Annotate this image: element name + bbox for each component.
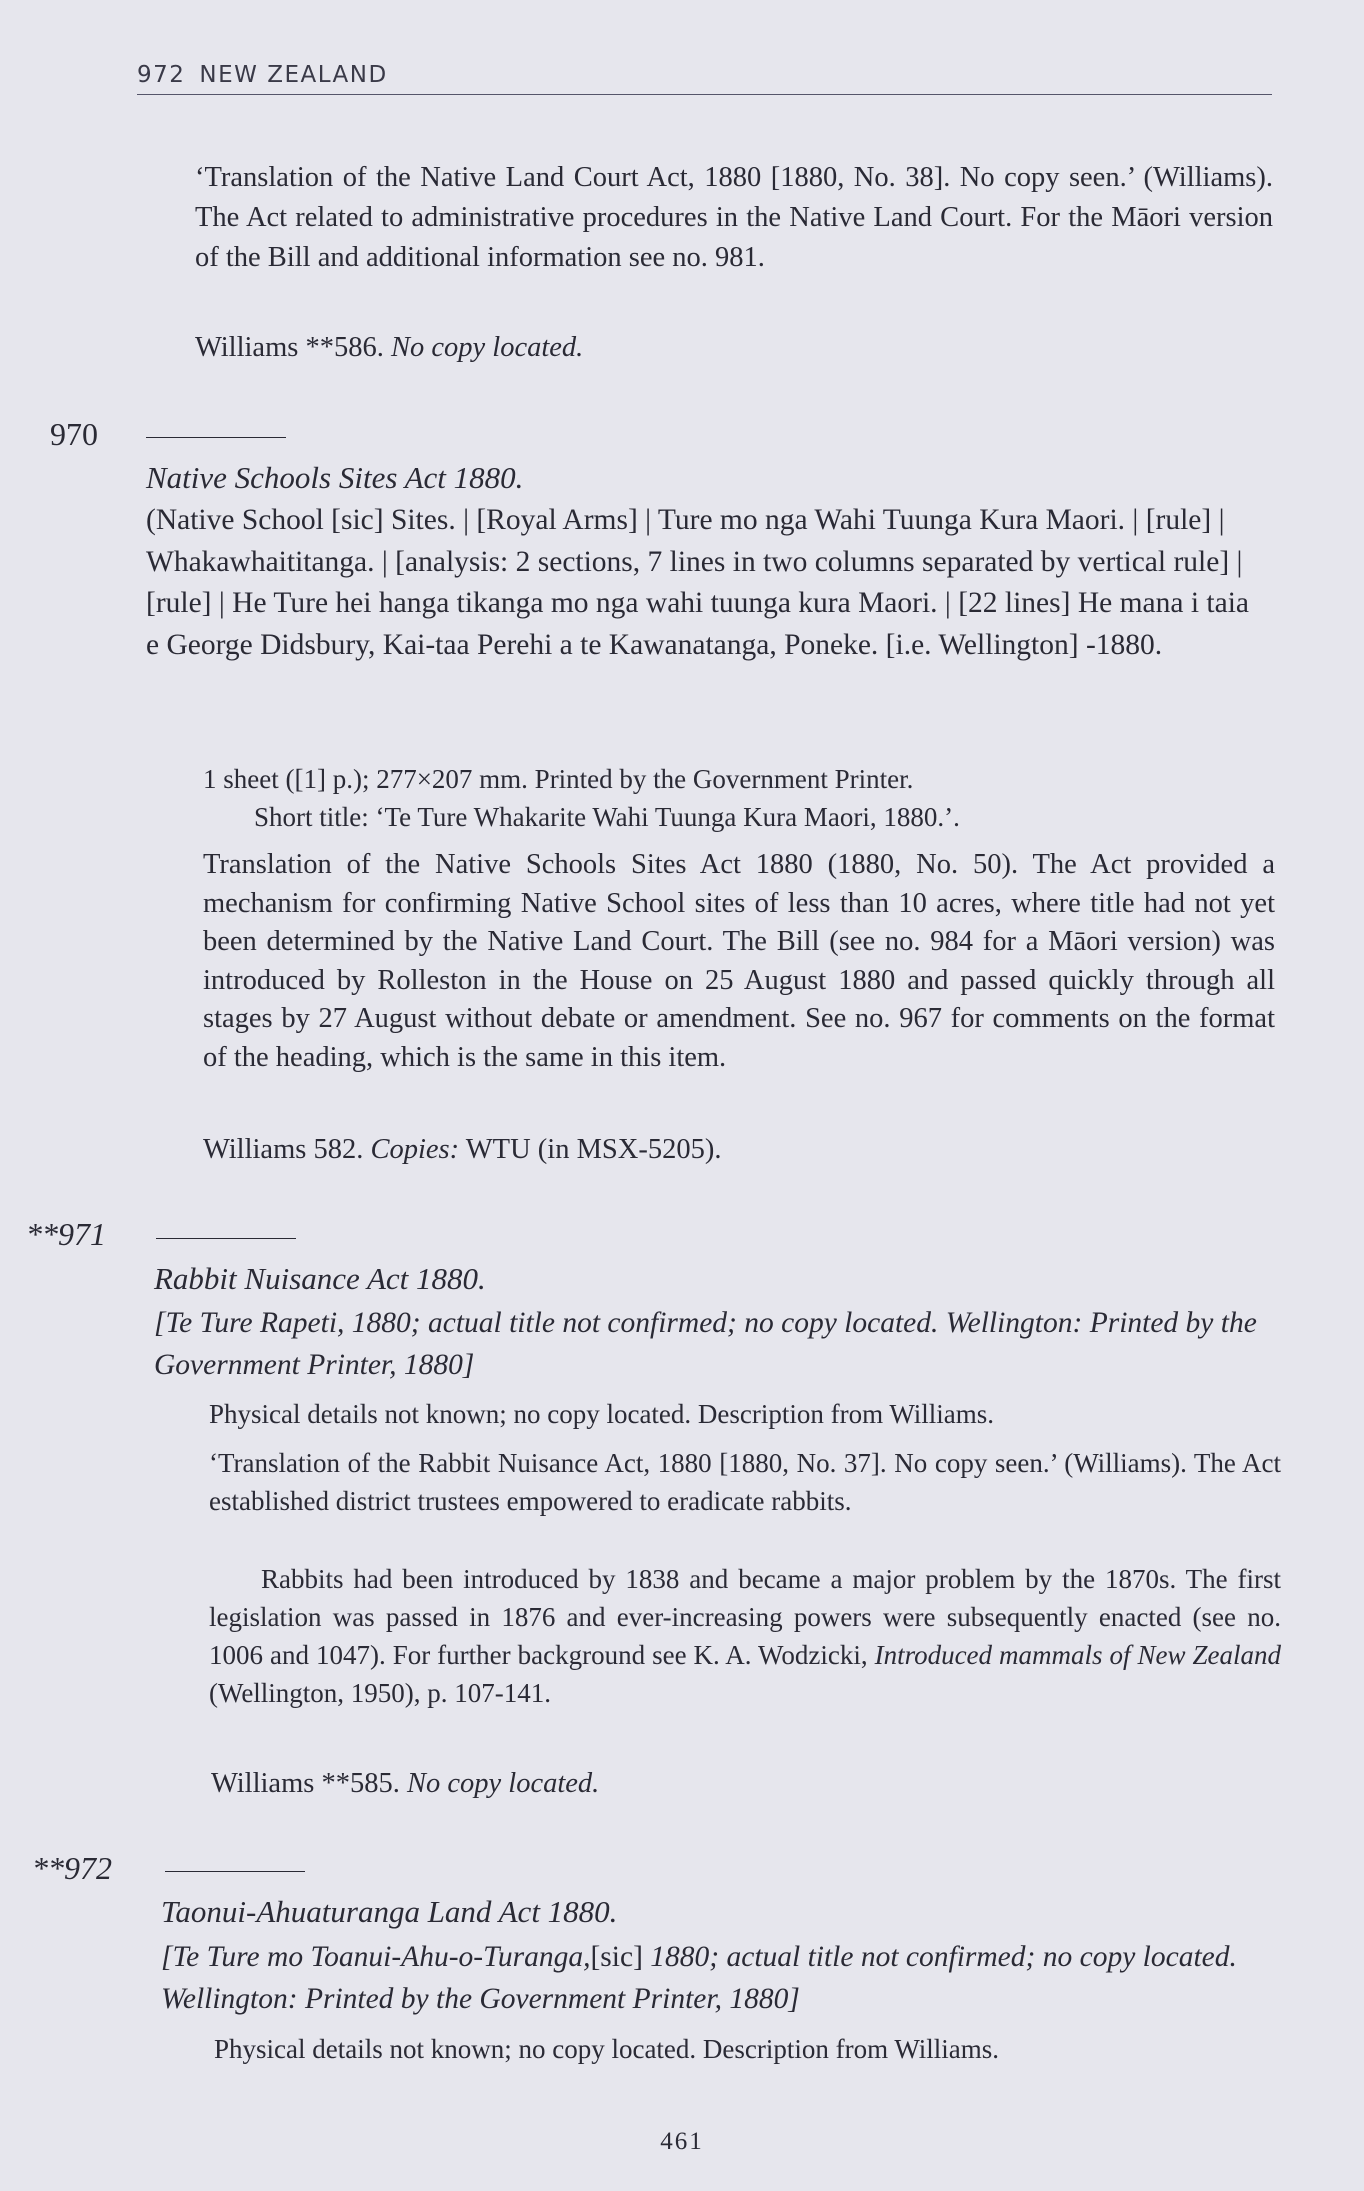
entry-970-copies-value: WTU (in MSX-5205). [465,1134,722,1165]
entry-971-note-1: ‘Translation of the Rabbit Nuisance Act, 1880 [1880, No. 37]. No copy seen.’ (Williams). The Act established district trustees empowered to eradicate rabbits. [209,1448,1281,1516]
entry-971-reference [211,1764,1211,1804]
entry-972-dash [165,1871,305,1872]
entry-970-title: Native Schools Sites Act 1880. [146,460,524,495]
entry-972-number: **972 [32,1850,112,1886]
entry-969-reference [195,328,1195,368]
entry-971-note-2-citation: (Wellington, 1950), p. 107-141. [209,1678,552,1708]
entry-971-physical: Physical details not known; no copy located. Description from Williams. [209,1399,995,1429]
running-head-page-number: 972 [137,62,186,88]
entry-970-note: Translation of the Native Schools Sites Act 1880 (1880, No. 50). The Act provided a mechanism for confirming Native School sites of less than 10 acres, where title had not yet been determined by the Native Land Court. The Bill (see no. 984 for a Māori version) was introduced by Rolleston in the House on 25 August 1880 and passed quickly through all stages by 27 August without debate or amendment. See no. 967 for comments on the format of the heading, which is the same in this item. [203,849,1275,1073]
entry-969-ref-status: No copy located. [390,332,584,363]
entry-971-transcription: [Te Ture Rapeti, 1880; actual title not confirmed; no copy located. Wellington: Printed by the Government Printer, 1880] [154,1307,1257,1381]
entry-970-copies-label: Copies: [370,1134,460,1165]
entry-971-ref-label: Williams **585. [211,1768,400,1799]
entry-971-ref-status: No copy located. [406,1768,600,1799]
entry-970-number: 970 [50,416,98,452]
entry-972-transcription-b: 1880; actual title not confirmed; no copy located. Wellington: Printed by the Government Printer, 1880] [161,1941,1237,2015]
entry-970-transcription: (Native School [sic] Sites. | [Royal Arms] | Ture mo nga Wahi Tuunga Kura Maori. | [rule] | Whakawhaititanga. | [analysis: 2 sections, 7 lines in two columns separated by vertical rule] | [rule] | He Ture hei hanga tikanga mo nga wahi tuunga kura Maori. | [22 lines] He mana i taia e George Didsbury, Kai-taa Perehi a te Kawanatanga, Poneke. [i.e. Wellington] -1880. [146,504,1249,661]
entry-972-transcription [161,1936,1276,2020]
running-head-section: NEW ZEALAND [199,62,388,88]
entry-970-short-title: Short title: ‘Te Ture Whakarite Wahi Tuunga Kura Maori, 1880.’. [254,802,960,832]
page-folio: 461 [660,2128,704,2155]
entry-972-title: Taonui-Ahuaturanga Land Act 1880. [161,1894,618,1929]
entry-970-physical: 1 sheet ([1] p.); 277×207 mm. Printed by the Government Printer. [203,764,914,794]
running-head [137,62,1272,95]
entry-971-note-2 [209,1560,1281,1712]
entry-972-sic: [sic] [590,1941,643,1973]
entry-970-ref-label: Williams 582. [203,1134,364,1165]
entry-970-dash [146,437,286,438]
entry-971-note-2-text: Rabbits had been introduced by 1838 and became a major problem by the 1870s. The first legislation was passed in 1876 and ever-increasing powers were subsequently enacted (see no. 1006 and 1047). For further background see K. A. Wodzicki, [209,1564,1281,1670]
entry-971-number: **971 [26,1216,106,1252]
entry-972-physical: Physical details not known; no copy located. Description from Williams. [214,2034,1000,2064]
entry-970-reference [203,1130,1203,1170]
entry-971-dash [156,1238,296,1239]
entry-969-translation-note: ‘Translation of the Native Land Court Act, 1880 [1880, No. 38]. No copy seen.’ (Williams). The Act related to administrative procedures in the Native Land Court. For the Māori version of the Bill and additional information see no. 981. [195,162,1273,273]
entry-971-title: Rabbit Nuisance Act 1880. [154,1261,486,1296]
entry-969-ref-label: Williams **586. [195,332,384,363]
entry-971-note-2-book-title: Introduced mammals of New Zealand [874,1640,1282,1670]
entry-972-transcription-a: [Te Ture mo Toanui-Ahu-o-Turanga, [161,1941,591,1973]
